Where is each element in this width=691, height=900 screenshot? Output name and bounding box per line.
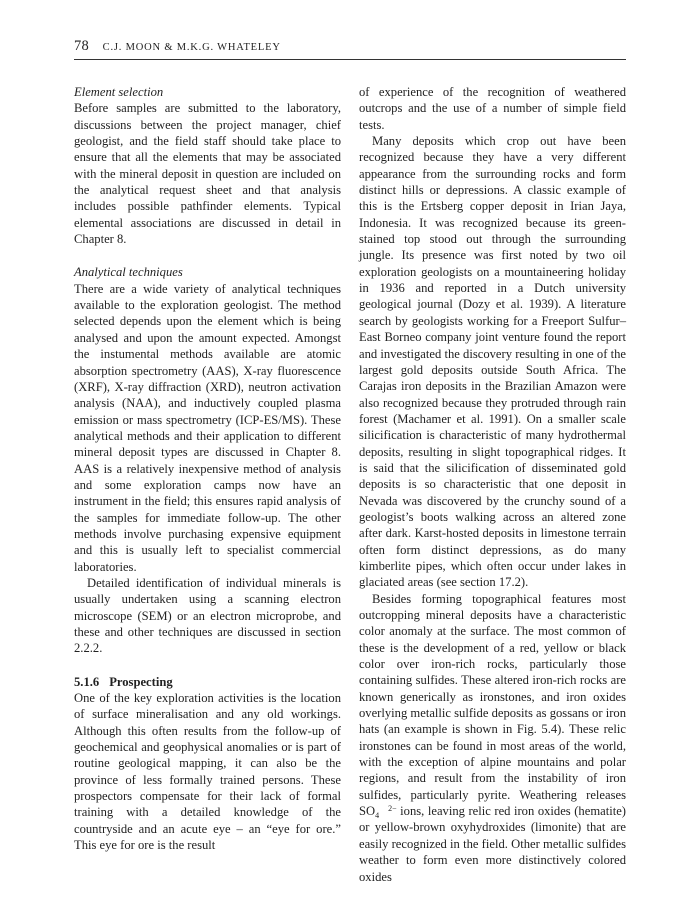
subsection-title-analytical-techniques: Analytical techniques: [74, 265, 183, 280]
left-column: [74, 84, 341, 853]
sulfate-subscript: 4: [375, 811, 380, 821]
paragraph-right-3-start: Besides forming topographical features most outcropping mineral deposits have a characteristic color anomaly at the surface. The most common of these is the development of a red, yellow or black color over iron-rich rocks, particularly those containing sulfides. These altered iron-rich rocks are known generically as ironstones, and iron oxides overlying metallic sulfide deposits as gossans or iron hats (an example is shown in Fig. 5.4). These relic ironstones can be found in most areas of the world, with the exception of alpine mountains and polar regions, and result from the instability of iron sulfides, particularly pyrite. Weathering releases: [359, 591, 626, 802]
paragraph-right-3-end: ions, leaving relic red iron oxides (hematite) or yellow-brown oxyhydroxides (limonite) that are easily recognized in the field. Other metallic sulfides weather to form even more distinctively colored oxides: [359, 804, 626, 884]
section-number: 5.1.6: [74, 674, 100, 689]
section-title: Prospecting: [109, 674, 173, 689]
paragraph-right-2: Many deposits which crop out have been recognized because they have a very different appearance from the surrounding rocks and form distinct hills or depressions. A classic example of this is the Ertsberg copper deposit in Irian Jaya, Indonesia. It was recognized because its green-stained top stood out through the surrounding jungle. Its presence was first noted by two oil exploration geologists on a mountaineering holiday in 1936 and reported in a Dutch university geological journal (Dozy et al. 1939). A literature search by geologists working for a Freeport Sulfur–East Borneo company joint venture found the report and investigated the discovery resulting in one of the largest gold deposits outside South Africa. The Carajas iron deposits in the Brazilian Amazon were also recognized because they protruded through rain forest (Machamer et al. 1991). On a smaller scale silicification is characteristic of many hydrothermal deposits, resulting in slight topographical ridges. It is said that the silicification of disseminated gold deposits is so characteristic that one deposit in Nevada was discovered by the crunchy sound of a geologist’s boots walking across an altered zone after dark. Karst-hosted deposits in limestone terrain often form distinct depressions, as do many kimberlite pipes, which often occur under lakes in glaciated areas (see section 17.2).: [359, 134, 626, 590]
right-column: [359, 84, 626, 885]
sulfate-charge: 2−: [388, 804, 397, 814]
running-head: [74, 38, 626, 55]
running-head-authors: C.J. MOON & M.K.G. WHATELEY: [102, 42, 281, 53]
page-number: 78: [74, 38, 90, 54]
header-rule: [74, 59, 626, 60]
section-heading-prospecting: [74, 674, 341, 690]
paragraph-analytical-1: There are a wide variety of analytical techniques available to the exploration geologist. The method selected depends upon the element which is being analysed and upon the amount expected. Amongst the instumental methods available are atomic absorption spectrometry (AAS), X-ray fluorescence (XRF), X-ray diffraction (XRD), neutron activation analysis (NAA), and inductively coupled plasma emission or mass spectrometry (ICP-ES/MS). These analytical methods and their application to different mineral deposit types are discussed in Chapter 8. AAS is a relatively inexpensive method of analysis and some exploration camps now have an instrument in the field; this ensures rapid analysis of the samples for immediate follow-up. The other methods involve purchasing expensive equipment and this is usually left to specialist commercial laboratories.: [74, 281, 341, 574]
paragraph-element-selection: Before samples are submitted to the laboratory, discussions between the project manager, chief geologist, and the field staff should take place to ensure that all the elements that may be associated with the mineral deposit in question are included on the analytical request sheet and that analysis includes possible pathfinder elements. Typical elemental associations are discussed in detail in Chapter 8.: [74, 101, 341, 247]
paragraph-right-1: of experience of the recognition of weathered outcrops and the use of a number of simple field tests.: [359, 85, 626, 132]
paragraph-prospecting: One of the key exploration activities is the location of surface mineralisation and any old workings. Although this often results from the follow-up of geochemical and geophysical anomalies or is part of routine geological mapping, it can also be the province of less formally trained persons. These prospectors compensate for their lack of formal training with a detailed knowledge of the countryside and an acute eye – an “eye for ore.” This eye for ore is the result: [74, 691, 341, 853]
sulfate-formula: [359, 804, 397, 821]
spacer: [74, 247, 341, 264]
paragraph-analytical-2: Detailed identification of individual minerals is usually undertaken using a scanning electron microscope (SEM) or an electron microprobe, and these and other techniques are discussed in section 2.2.2.: [74, 575, 341, 656]
paragraph-right-3: [359, 591, 626, 885]
sulfate-base: SO: [359, 804, 376, 819]
subsection-title-element-selection: Element selection: [74, 85, 164, 99]
spacer: [74, 657, 341, 674]
